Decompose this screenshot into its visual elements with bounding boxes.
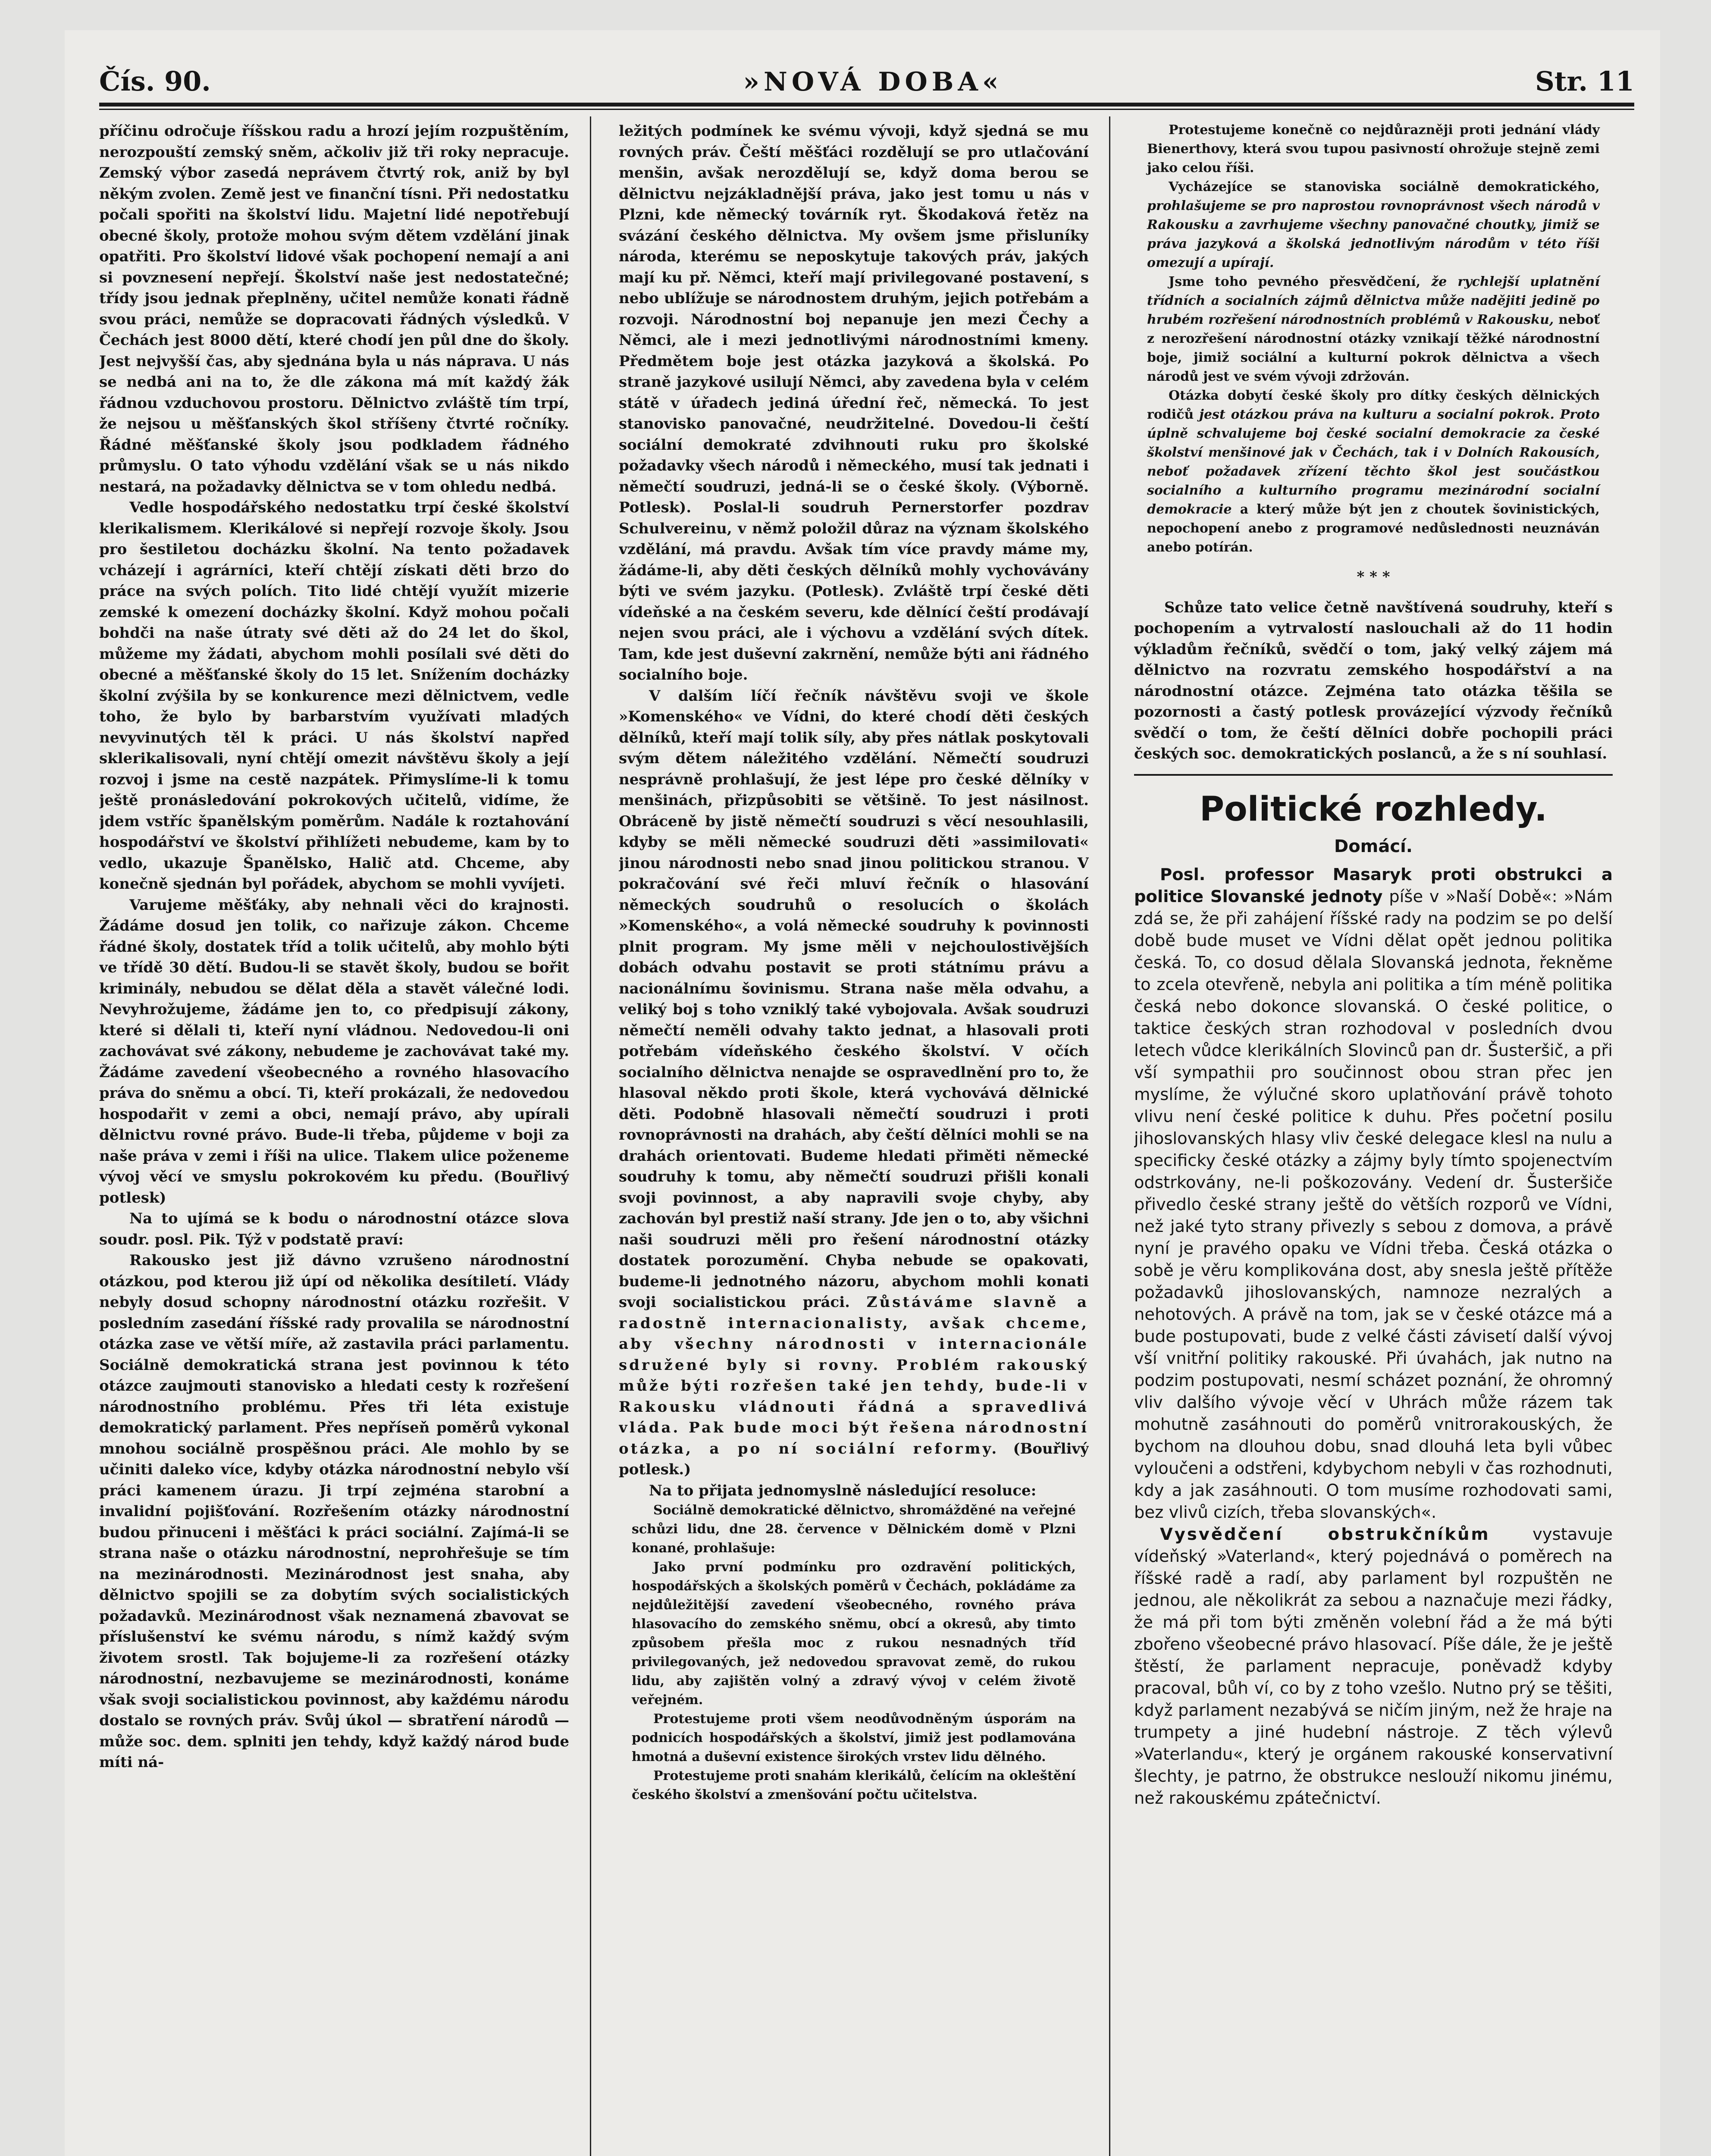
resolution-block xyxy=(619,1501,1089,1805)
page-header xyxy=(99,50,1634,97)
applause-note: (Bouřlivý potlesk.) xyxy=(619,1440,1089,1478)
header-rule-thin xyxy=(99,109,1634,110)
news-item xyxy=(1134,864,1613,1523)
news-item xyxy=(1134,1523,1613,1809)
paragraph: ležitých podmínek ke svému vývoji, když sjedná se mu rovných práv. Čeští měšťáci rozdělují se pro utlačování menšin, avšak nerozdělují se, když doma berou se dělnictvu nejzákladnější práva, jako jest tomu u nás v Plzni, kde německý továrník ryt. Škodaková řetěz na svázání českého dělnictva. My ovšem jsme přisluníky národa, kterému se neposkytuje takových práv, jakých mají ku př. Němci, kteří mají privilegované postavení, s nebo ublížuje se národnostem druhým, jejich potřebám a rozvoji. Národnostní boj nepanuje jen mezi Čechy a Němci, ale i mezi jednotlivými národnostními kmeny. Předmětem boje jest otázka jazyková a školská. Po straně jazykové usilují Němci, aby zavedena byla v celém státě v úřadech jediná úřední řeč, německá. To jest stanovisko panovačné, neudržitelné. Dovedou-li čeští sociální demokraté zdvihnouti ruku pro školské požadavky všech národů i německého, musí tak jednati i němečtí soudruzi, jedná-li se o české školy. (Výborně. Potlesk). Poslal-li soudruh Pernerstorfer pozdrav Schulvereinu, v němž položil důraz na význam školského vzdělání, má pravdu. Avšak tím více pravdy máme my, žádáme-li, aby děti českých dělníků mohly vychovávány býti ve svém jazyku. (Potlesk). Zvláště trpí české děti vídeňské a na českém severu, kde dělnící čeští prodávají nejen svou práci, ale i výchovu a vzdělání svých dítek. Tam, kde jest duševní zakrnění, nemůže býti ani řádného socialního boje. xyxy=(619,122,1089,683)
resolution-paragraph: Protestujeme proti snahám klerikálů, čelícím na okleštění českého školství a zmenšování počtu učitelstva. xyxy=(632,1768,1076,1802)
resolution-text: Otázka dobytí české školy pro dítky českých dělnických rodičů xyxy=(1147,388,1600,422)
column-1 xyxy=(99,121,569,2156)
resolution-paragraph xyxy=(1147,178,1600,273)
resolution-text: a který může být jen z choutek šovinistických, nepochopení anebo z programové nedůslednosti neuznáván anebo potírán. xyxy=(1147,502,1600,555)
separator-asterisks: * * * xyxy=(1357,568,1390,586)
column-2 xyxy=(619,121,1089,2156)
resolution-paragraph xyxy=(1147,386,1600,557)
paragraph: Vedle hospodářského nedostatku trpí české školství klerikalismem. Klerikálové si nepřejí rozvoje školy. Jsou pro šestiletou docházku školní. Na tento požadavek vcházejí i agrárníci, kteří chtějí získati děti brzo do práce na svých polích. Tito lidé chtějí využít mizerie zemské k omezení docházky školní. Když mohou počali bohdči na naše útraty své děti až do 24 let do škol, můžeme my žádati, abychom mohli posílali své děti do obecné a měšťanské školy do 15 let. Snížením docházky školní zvýšila by se konkurence mezi dělnictvem, vedle toho, že bylo by barbarstvím využívati mladých nevyvinutých těl k práci. U nás školství napřed sklerikalisovali, nyní chtějí omezit návštěvu školy a její rozvoj i jsme na cestě nazpátek. Přimyslíme-li k tomu ještě pronásledování pokrokových učitelů, vidíme, že jdem vstříc španělským poměrům. Nadále k roztahování hospodářství ve školství přihlížeti nebudeme, kam by to vedlo, ukazuje Španělsko, Halič atd. Chceme, aby konečně sjednán byl pořádek, abychom se mohli vyvíjeti. xyxy=(99,499,569,893)
italic-emphasis: jest otázkou práva na kulturu a socialní pokrok. Proto úplně schvalujeme boj české socialní demokracie za české školství menšinové jak v Čechách, tak i v Dolních Rakousích, neboť požadavek zřízení těchto škol jest součástkou socialního a kulturního programu mezinárodní socialní demokracie xyxy=(1147,407,1600,517)
italic-emphasis: že rychlejší uplatnění třídních a socialních zájmů dělnictva může nadějiti jedině po hrubém rozřešení národnostních problémů v Rakousku, xyxy=(1147,274,1600,327)
newspaper-page xyxy=(65,30,1660,2156)
paragraph: Na to přijata jednomyslně následující resoluce: xyxy=(649,1482,1037,1499)
subsection-title: Domácí. xyxy=(1334,836,1413,856)
column-divider-1 xyxy=(590,116,591,2156)
news-headline: Posl. professor Masaryk proti obstrukci a politice Slovanské jednoty xyxy=(1134,865,1613,906)
resolution-continuation xyxy=(1134,121,1613,557)
column-divider-2 xyxy=(1109,116,1110,2156)
news-text: vystavuje vídeňský »Vaterland«, který pojednává o poměrech na říšské radě a radí, aby parlament byl rozpuštěn ne jednou, ale několikrát za sebou a naznačuje mezi řádky, že má při tom býti změněn volební řád a že má býti zbořeno všeobecné právo hlasovací. Píše dále, že je ještě štěstí, že parlament nepracuje, poněvadž kdyby pracoval, bůh ví, co by z toho vzešlo. Nutno prý se těšiti, když parlament nezabývá se ničím jiným, než že hraje na trumpety a jiné hudební nástroje. Z těch výlevů »Vaterlandu«, který je orgánem rakouské konservativní šlechty, je patrno, že obstrukce neslouží nikomu jinému, než rakouskému zpátečnictví. xyxy=(1134,1524,1613,1808)
resolution-paragraph: Protestujeme proti všem neodůvodněným úsporám na podnicích hospodářských a školství, jimiž jest podlamována hmotná a duševní existence širokých vrstev lidu dělného. xyxy=(632,1711,1076,1764)
italic-emphasis: prohlašujeme se pro naprostou rovnoprávnost všech národů v Rakousku a zavrhujeme všechny panovačné choutky, jimiž se práva jazyková a školská jednotlivým národům v této říši omezují a upírají. xyxy=(1147,198,1600,270)
news-text: píše v »Naší Době«: »Nám zdá se, že při zahájení říšské rady na podzim se po delší době bude muset ve Vídni dělat opět jednou politika česká. To, co dosud dělala Slovanská jednota, řekněme to zcela otevřeně, nebyla ani politika a tím méně politika česká nebo dokonce slovanská. O české politice, o taktice českých stran rozhodoval v posledních dvou letech vůdce klerikálních Slovinců pan dr. Šusteršič, a při vší sympathii pro součinnost obou stran přec jen myslíme, že výlučné skoro uplatňování právě tohoto vlivu není české politice k duhu. Přes početní posilu jihoslovanských hlasy vliv české delegace klesl na nulu a specificky české otázky a zájmy byly tímto spojenectvím odstrkovány, ne-li poškozovány. Vedení dr. Šusteršiče přivedlo české strany ještě do větších rozporů ve Vídni, než jaké tyto strany přivezly s sebou z domova, a právě nyní je pravého opaku ve Vídni třeba. Česká otázka o sobě je věru komplikována dost, aby snesla ještě přítěže požadavků jihoslovanských, namnoze nezralých a nehotových. A právě na tom, jak se v české otázce má a bude postupovati, bude z velké části závisetí další vývoj vší vnitřní politiky rakouské. Při úvahách, jak nutno na podzim postupovati, nesmí scházet poznání, že ohromný vliv dalšího vývoje věcí v Uhrách může rázem tak mohutně zasáhnouti do poměrů vnitrorakouských, že bychom na dlouhou dobu, snad dlouhá leta byli vůbec vyloučeni a odstřeni, kdybychom nebyli v čas rozhodnuti, kdy a jak zasáhnouti. O tom musíme rozhodovati sami, bez vlivů cizích, třeba slovanských«. xyxy=(1134,887,1613,1522)
section-divider xyxy=(1134,774,1613,776)
masthead-title: »NOVÁ DOBA« xyxy=(743,67,1003,97)
resolution-text: Vycházejíce se stanoviska sociálně demokratického, xyxy=(1169,179,1600,194)
news-body xyxy=(1134,864,1613,1809)
paragraph: Na to ujímá se k bodu o národnostní otázce slova soudr. posl. Pik. Týž v podstatě praví: xyxy=(99,1210,569,1248)
header-rule-thick xyxy=(99,103,1634,107)
paragraph: příčinu odročuje říšskou radu a hrozí jejím rozpuštěním, nerozpouští zemský sněm, ačkoliv již tři roky nepracuje. Zemský výbor zasedá neprávem čtvrtý rok, aniž by byl někým zvolen. Země jest ve finanční tísni. Při nedostatku počali spořiti na školství lidu. Majetní lidé nepotřebují obecné školy, protože mohou svým dětem vzdělání jinak opatřiti. Pro školství lidové však pochopení nemají a ani si povznesení nepřejí. Školství naše jest nedostatečné; třídy jsou jednak přeplněny, učitel nemůže konati řádně svou práci, nemůže se dopracovati řádných výsledků. V Čechách jest 8000 dětí, které chodí jen půl dne do školy. Jest nejvyšší čas, aby sjednána byla u nás náprava. U nás se nedbá ani na to, že dle zákona má mít každý žák řádnou vzduchovou prostoru. Dělnictvo zvláště tím trpí, že nejsou u měšťanských škol stříšeny čtvrté ročníky. Řádné měšťanské školy jsou podkladem řádného průmyslu. O tato výhodu vzdělání však se u nás nikdo nestará, na požadavky dělnictva se v tom ohledu nedbá. xyxy=(99,122,569,495)
paragraph-text: V dalším líčí řečník návštěvu svoji ve škole »Komenského« ve Vídni, do které chodí děti českých dělníků, kteří mají tolik síly, aby přes nátlak poskytovali svým dětem náležitého vzdělání. Němečtí soudruzi nesprávně prohlašují, že jest lépe pro české dělníky v menšinách, přizpůsobiti se většině. To jest násilnost. Obráceně by jistě němečtí soudruzi s věcí nesouhlasili, kdyby se měli německé soudruzi děti »assimilovati« jinou národnosti nebo snad jinou politickou stranou. V pokračování své řeči mluví řečník o hlasování německých soudruhů o resolucích o školách »Komenského«, a volá německé soudruhy k povinnosti plnit program. My jsme měli v nejchoulostivějších dobách odvahu postavit se proti státnímu právu a nacionálnímu šovinismu. Strana naše měla odvahu, a veliký boj s toho vzniklý také vybojovala. Avšak soudruzi němečtí neměli odvahy takto jednat, a hlasovali proti potřebám vídeňského českého školství. V očích socialního dělnictva nenajde se ospravedlnění pro to, že hlasoval někdo proti škole, která vychovává dělnické děti. Podobně hlasovali němečtí soudruzi i proti rovnoprávnosti na drahách, aby čeští dělníci mohli se na drahách orientovati. Budeme hledati přiměti německé soudruhy k tomu, aby němečtí soudruzi přišli konali svoji povinnost, a aby napravili svoje chyby, aby zachován byl prestiž naší strany. Jde jen o to, aby všichni naši soudruzi měli pro řešení národnostní otázky dostatek porozumění. Chyba nebude se opakovati, budeme-li jednotného názoru, abychom mohli konati svoji socialistickou práci. xyxy=(619,687,1089,1311)
paragraph xyxy=(619,686,1089,1480)
resolution-paragraph: Protestujeme konečně co nejdůrazněji proti jednání vlády Bienerthovy, která svou tupou pasivností ohrožuje stejně zemi jako celou říši. xyxy=(1147,122,1600,175)
column-3 xyxy=(1134,121,1613,2156)
section-title: Politické rozhledy. xyxy=(1199,790,1548,829)
resolution-paragraph: Jako první podmínku pro ozdravění politických, hospodářských a školských poměrů v Čechách, pokládáme za nejdůležitější zavedení všeobecného, rovného práva hlasovacího do zemského sněmu, obcí a okresů, aby timto způsobem přešla moc z rukou nesnadných tříd privilegovaných, jež nedovedou spravovat země, do rukou lidu, aby zajištěn volný a zdravý vývoj v celém životě veřejném. xyxy=(632,1560,1076,1708)
spaced-emphasis: Zůstáváme slavně a radostně internacionalisty, avšak chceme, aby všechny národnosti v internacionále sdružené byly si rovny. Problém rakouský může býti rozřešen také jen tehdy, bude-li v Rakousku vládnouti řádná a spravedlivá vláda. Pak bude moci být řešena národnostní otázka, a po ní sociální reformy. xyxy=(619,1294,1089,1457)
news-headline: Vysvědčení obstrukčníkům xyxy=(1160,1524,1490,1544)
paragraph: Rakousko jest již dávno vzrušeno národnostní otázkou, pod kterou již úpí od několika desítiletí. Vlády nebyly dosud schopny národnostní otázku rozřešit. V posledním zasedání říšské rady provalila se národnostní otázka zase ve větší míře, až zastavila práci parlamentu. Sociálně demokratická strana jest povinnou k této otázce zaujmouti stanovisko a hledati cesty k rozřešení národnostního problému. Přes tři léta existuje demokratický parlament. Přes nepříseň poměrů vykonal mnohou sociálně prospěšnou práci. Ale mohlo by se učiniti daleko více, kdyby otázka národnostní nebylo vší práci kamenem úrazu. Ji trpí zejména starobní a invalidní pojišťování. Rozřešením otázky národnostní budou přinuceni i měšťáci k práci sociální. Zajímá-li se strana naše o otázku národnostní, neprohřešuje se tím na mezinárodnosti. Mezinárodnost jest snaha, aby dělnictvo spojili se za dobytím svých socialistických požadavků. Mezinárodnost však neznamená zbavovat se příslušenství ke svému národu, s nímž každý svým životem srostl. Tak bojujeme-li za rozřešení otázky národnostní, nezbavujeme se mezinárodnosti, konáme však svoji socialistickou povinnost, aby každému národu dostalo se rovných práv. Svůj úkol — sbratření národů — může soc. dem. splniti jen tehdy, když každý národ bude míti ná- xyxy=(99,1252,569,1771)
resolution-paragraph xyxy=(1147,273,1600,386)
issue-number: Čís. 90. xyxy=(99,66,211,97)
paragraph: Schůze tato velice četně navštívená soudruhy, kteří s pochopením a vytrvalostí naslouchali až do 11 hodin výkladům řečníků, svědčí o tom, jaký velký zájem má dělnictvo na rozvratu zemského hospodářství a na národnostní otázce. Zejména tato otázka těšila se pozornosti a častý potlesk provázející výzvody řečníků svědčí o tom, že čeští dělníci dobře pochopili práci českých soc. demokratických poslanců, a že s ní souhlasí. xyxy=(1134,599,1613,762)
paragraph: Varujeme měšťáky, aby nehnali věci do krajnosti. Žádáme dosud jen tolik, co nařizuje zákon. Chceme řádné školy, dostatek tříd a tolik učitelů, aby mohlo býti ve třídě 30 dětí. Budou-li se stavět školy, budou se bořit kriminály, nebudou se dělat děla a stavět válečné lodi. Nevyhrožujeme, žádáme jen to, co předpisují zákony, které si dělali ti, kteří nyní vládnou. Nedovedou-li oni zachovávat své zákony, nebudeme je zachovávat také my. Žádáme zavedení všeobecného a rovného hlasovacího práva do sněmu a obcí. Ti, kteří prokázali, že nedovedou hospodařit v zemi a obci, nemají právo, aby upírali dělnictvu rovné právo. Bude-li třeba, půjdeme v boji za naše práva v zemi i říši na ulice. Tlakem ulice poženeme vývoj věcí ve smyslu pokrokovém ku předu. (Bouřlivý potlesk) xyxy=(99,896,569,1206)
resolution-text: Jsme toho pevného přesvědčení, xyxy=(1169,274,1421,289)
resolution-text: neboť z nerozřešení národnostní otázky vznikají těžké národnostní boje, jimiž sociální a kulturní pokrok dělnictva a všech národů jest ve svém vývoji zdržován. xyxy=(1147,312,1600,384)
resolution-paragraph: Sociálně demokratické dělnictvo, shromážděné na veřejné schůzi lidu, dne 28. července v Dělnickém domě v Plzni konané, prohlašuje: xyxy=(632,1503,1076,1556)
page-number: Str. 11 xyxy=(1535,66,1634,97)
